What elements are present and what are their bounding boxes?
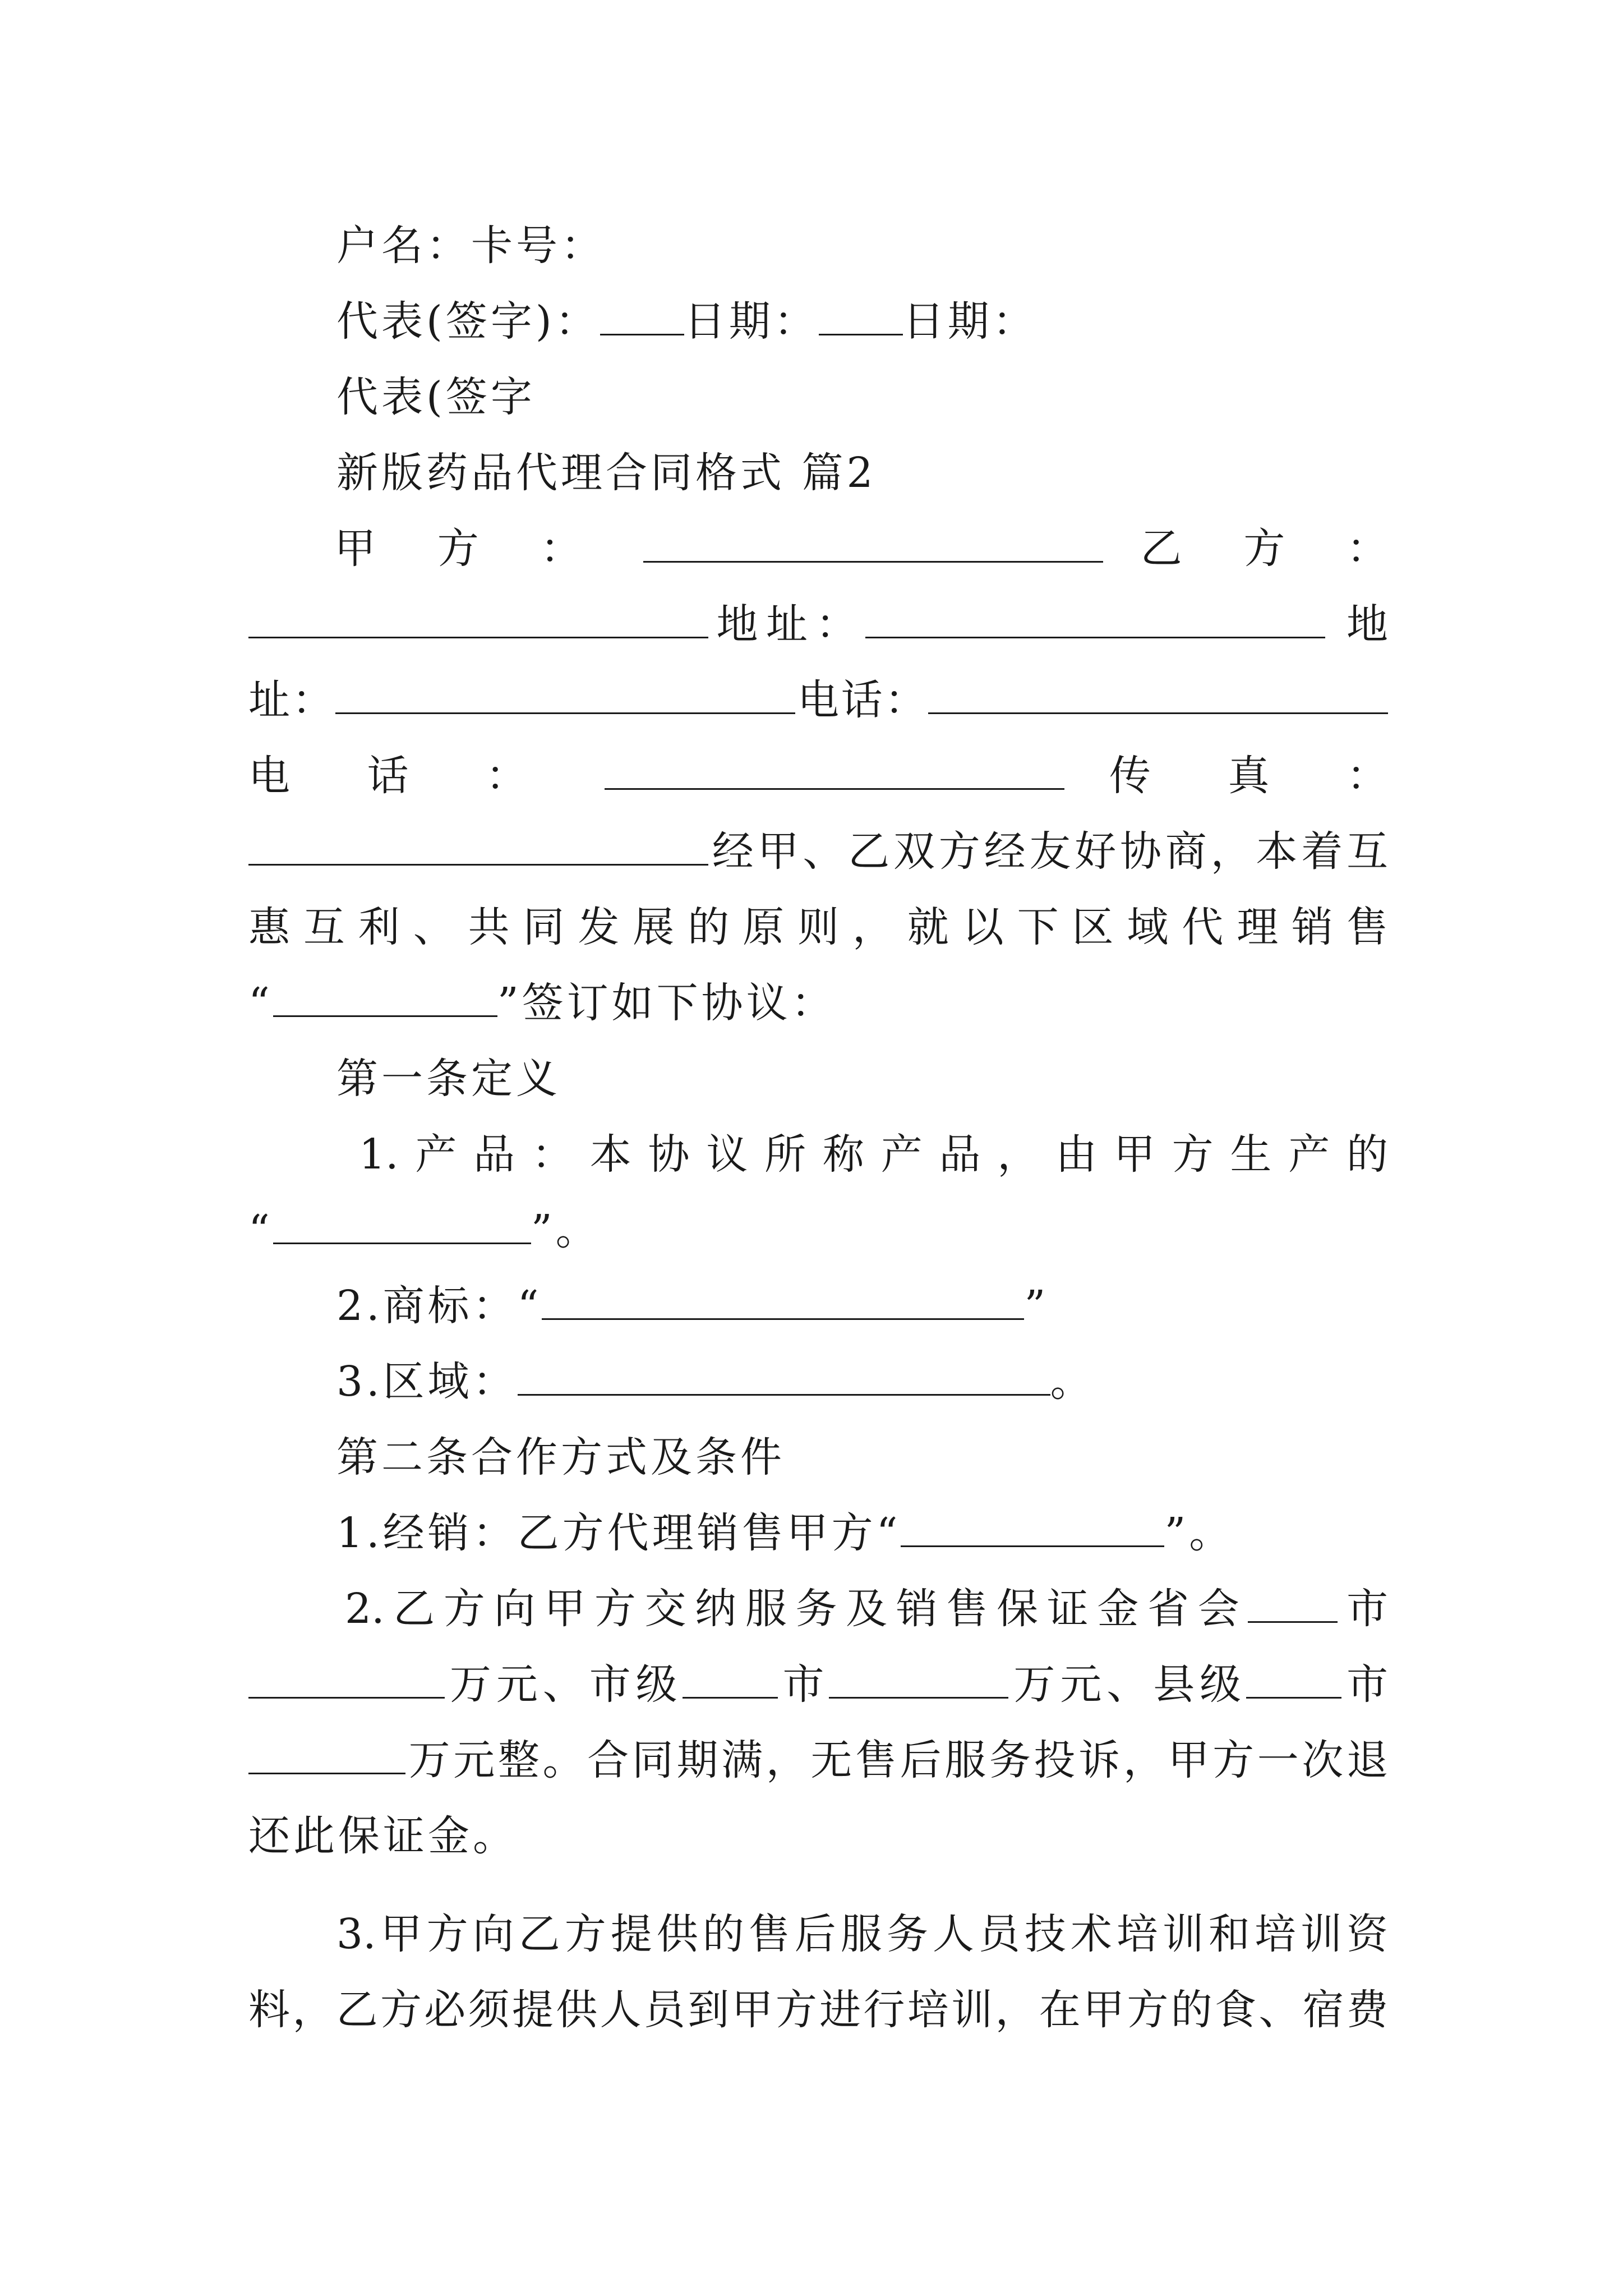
fax-char-2: 真 [1228, 752, 1302, 800]
agreement-line [248, 976, 836, 1030]
negotiation-text: 经甲、乙双方经友好协商，本着互 [708, 827, 1388, 876]
phone-fax-line [248, 749, 1388, 803]
party-a-char-2: 方 [437, 524, 503, 573]
representative-line [336, 370, 536, 424]
training-detail-line [248, 1983, 1388, 2037]
party-b-blank [248, 603, 708, 638]
close-quote-2: ”。 [531, 1206, 601, 1254]
municipal-amount-blank [829, 1663, 1008, 1699]
provincial-blank [1248, 1588, 1338, 1623]
article-2-heading [336, 1430, 785, 1484]
county-blank [1246, 1663, 1341, 1699]
training-detail-text: 料，乙方必须提供人员到甲方进行培训，在甲方的食、宿费 [248, 1986, 1388, 2034]
address-label: 地址： [708, 600, 865, 648]
signature-date-line [336, 295, 1038, 348]
article-1-heading [336, 1052, 561, 1106]
training-text: 3.甲方向乙方提供的售后服务人员技术培训和培训资 [336, 1910, 1388, 1958]
party-a-colon: ： [540, 524, 606, 573]
fax-blank [248, 830, 708, 866]
trademark-line [336, 1279, 1049, 1333]
refund-text: 万元整。合同期满，无售后服务投诉，甲方一次退 [405, 1736, 1388, 1784]
party-b-char-2: 方 [1243, 524, 1310, 573]
date-label-2: 日期： [902, 297, 1038, 346]
address-line [248, 597, 1388, 651]
municipal-blank [683, 1663, 778, 1699]
deposit-amount-line [248, 1658, 1388, 1711]
principle-line [248, 900, 1388, 954]
city-label-3: 市 [1341, 1660, 1389, 1709]
fax-char-1: 传 [1109, 752, 1183, 800]
phone-colon: ： [486, 752, 559, 800]
county-text: 万元、县级 [1008, 1660, 1247, 1709]
phone-char-1: 电 [248, 752, 322, 800]
product-blank [273, 1209, 531, 1244]
agreement-text: ”签订如下协议： [497, 979, 836, 1027]
party-b-colon: ： [1347, 524, 1389, 573]
municipal-text: 万元、市级 [445, 1660, 683, 1709]
refund-line [248, 1733, 1388, 1787]
phone-label: 电话： [795, 676, 929, 724]
party-line [248, 522, 1388, 576]
close-quote-4: ”。 [1164, 1509, 1234, 1557]
open-quote-2: “ [248, 1206, 273, 1254]
deposit-text: 2.乙方向甲方交纳服务及销售保证金省会 [345, 1585, 1248, 1633]
article-1-title: 第一条定义 [336, 1055, 561, 1103]
phone-blank-2 [605, 754, 1064, 790]
region-blank [518, 1360, 1050, 1396]
representative-signature-label: 代表(签字)： [336, 297, 600, 346]
fax-colon: ： [1347, 752, 1389, 800]
region-label: 3.区域： [336, 1358, 518, 1406]
account-label: 户名：卡号： [336, 222, 606, 270]
phone-blank [928, 679, 1388, 714]
account-line [336, 219, 606, 273]
party-a-blank [643, 527, 1103, 563]
product-line [359, 1128, 1388, 1181]
negotiation-line [248, 825, 1388, 878]
trademark-blank [542, 1285, 1024, 1320]
close-quote-3: ” [1024, 1282, 1049, 1330]
party-a-char-1: 甲 [310, 524, 400, 573]
trademark-label: 2.商标：“ [336, 1282, 542, 1330]
training-line [336, 1907, 1388, 1961]
city-label-2: 市 [777, 1660, 829, 1709]
representative-label: 代表(签字 [336, 373, 536, 421]
contract-title: 新版药品代理合同格式 篇2 [336, 449, 877, 497]
address-label-start: 地 [1347, 600, 1389, 648]
distribution-blank [901, 1512, 1164, 1547]
period: 。 [1050, 1358, 1095, 1406]
principle-text: 惠互利、共同发展的原则，就以下区域代理销售 [248, 903, 1388, 951]
distribution-line [336, 1506, 1234, 1560]
section-heading [336, 446, 877, 500]
refund-end-line [248, 1809, 518, 1863]
city-label: 市 [1338, 1585, 1388, 1633]
region-line [336, 1355, 1095, 1409]
article-2-title: 第二条合作方式及条件 [336, 1433, 785, 1481]
deposit-line [345, 1582, 1388, 1636]
open-quote: “ [248, 979, 273, 1027]
date-label: 日期： [684, 297, 819, 346]
product-blank-line [248, 1203, 601, 1257]
party-b-char-1: 乙 [1140, 524, 1206, 573]
refund-end-text: 还此保证金。 [248, 1812, 518, 1860]
distribution-text: 1.经销：乙方代理销售甲方“ [336, 1509, 901, 1557]
county-amount-blank [248, 1739, 405, 1774]
provincial-amount-blank [248, 1663, 445, 1699]
address-blank [865, 603, 1325, 638]
product-name-blank [273, 982, 497, 1017]
address-label-end: 址： [248, 676, 336, 724]
product-definition: 1.产品：本协议所称产品，由甲方生产的 [359, 1130, 1388, 1179]
address-phone-line [248, 673, 1388, 727]
date-blank [819, 300, 903, 335]
signature-blank [600, 300, 684, 335]
phone-char-2: 话 [367, 752, 441, 800]
address-blank-2 [335, 679, 795, 714]
